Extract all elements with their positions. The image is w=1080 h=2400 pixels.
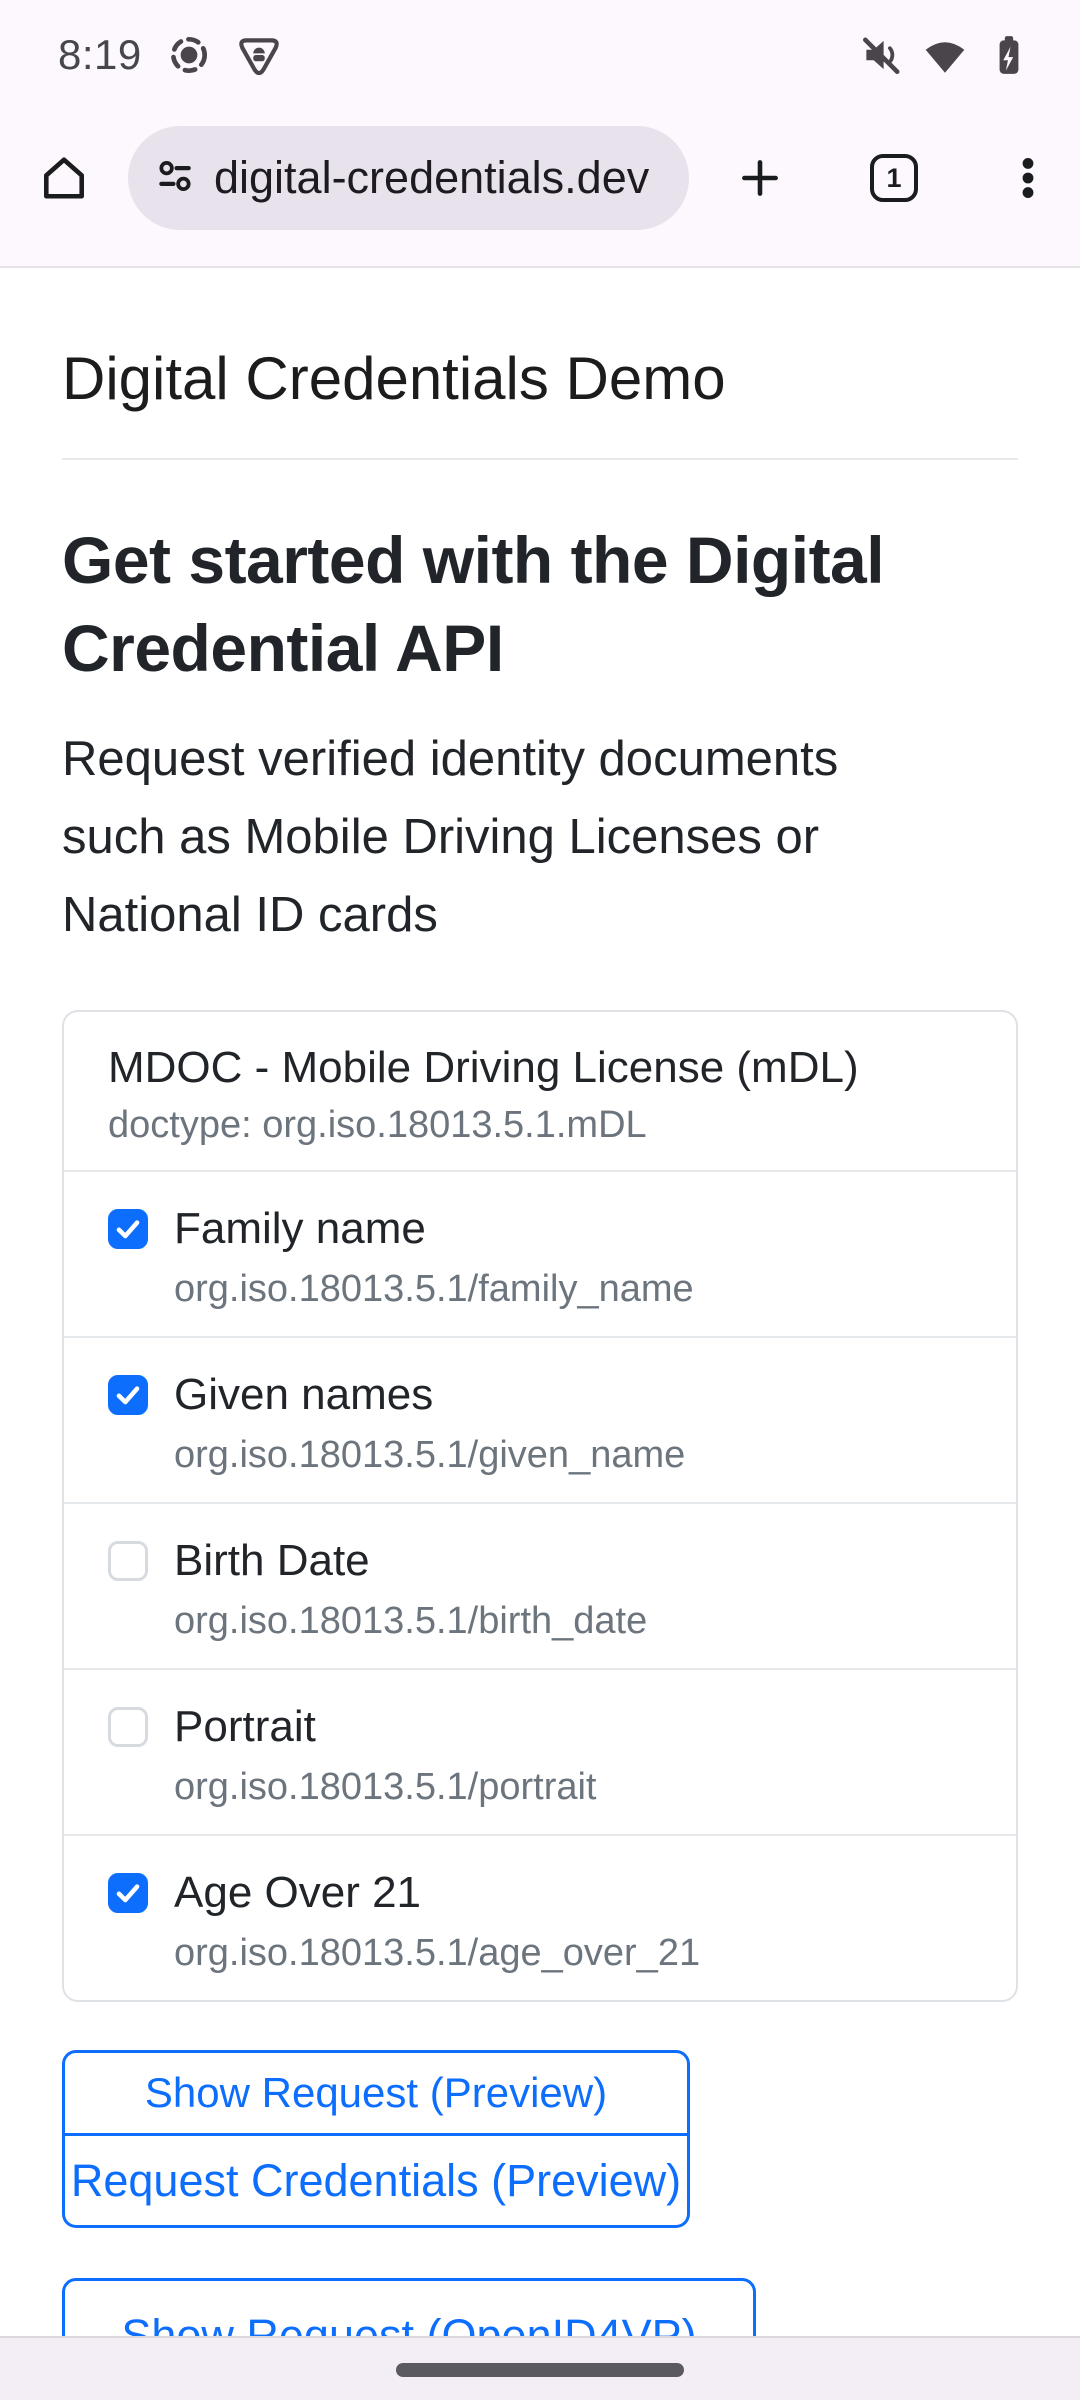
attribute-checkbox[interactable]: [108, 1209, 148, 1249]
new-tab-button[interactable]: [734, 152, 786, 204]
heading-line: Credential API: [62, 611, 504, 685]
attribute-row[interactable]: [64, 1336, 1016, 1502]
attribute-row[interactable]: [64, 1502, 1016, 1668]
attribute-row[interactable]: [64, 1170, 1016, 1336]
tab-switcher-button[interactable]: [870, 154, 918, 202]
url-bar[interactable]: [128, 126, 689, 230]
attribute-path: org.iso.18013.5.1/portrait: [174, 1766, 597, 1808]
attribute-label[interactable]: Given names: [174, 1370, 434, 1419]
credential-card-title: MDOC - Mobile Driving License (mDL): [108, 1043, 859, 1092]
lead-paragraph: [62, 720, 1018, 954]
page-title: Digital Credentials Demo: [62, 345, 726, 412]
attribute-checkbox[interactable]: [108, 1541, 148, 1581]
volume-muted-icon: [858, 32, 904, 78]
clock: 8:19: [58, 31, 142, 78]
plus-icon: [735, 153, 785, 203]
request-credentials-preview-button[interactable]: Request Credentials (Preview): [62, 2136, 690, 2228]
main-heading: [62, 516, 1018, 692]
tab-count: 1: [886, 162, 902, 193]
attribute-row[interactable]: [64, 1668, 1016, 1834]
attribute-path: org.iso.18013.5.1/family_name: [174, 1268, 694, 1310]
check-icon: [112, 1213, 144, 1245]
attribute-label[interactable]: Birth Date: [174, 1536, 370, 1585]
lead-line: such as Mobile Driving Licenses or: [62, 810, 820, 864]
site-settings-icon[interactable]: [154, 155, 196, 202]
toolbar-actions: [734, 152, 1066, 204]
attribute-label[interactable]: Age Over 21: [174, 1868, 422, 1917]
attribute-path: org.iso.18013.5.1/given_name: [174, 1434, 686, 1476]
check-icon: [112, 1877, 144, 1909]
heading-line: Get started with the Digital: [62, 523, 885, 597]
preview-button-group: [62, 2050, 690, 2228]
gesture-pill[interactable]: [396, 2363, 684, 2377]
attribute-row[interactable]: [64, 1834, 1016, 2000]
home-icon: [39, 153, 89, 203]
browser-toolbar: [0, 96, 1080, 268]
attribute-list: [64, 1170, 1016, 2000]
attribute-label[interactable]: Portrait: [174, 1702, 316, 1751]
check-icon: [112, 1379, 144, 1411]
attribute-checkbox[interactable]: [108, 1707, 148, 1747]
status-left-cluster: [58, 31, 282, 79]
attribute-checkbox[interactable]: [108, 1375, 148, 1415]
credential-card: [62, 1010, 1018, 2002]
attribute-checkbox[interactable]: [108, 1873, 148, 1913]
page-content: [0, 346, 1080, 2394]
show-request-preview-button[interactable]: Show Request (Preview): [62, 2050, 690, 2136]
lead-line: National ID cards: [62, 888, 438, 942]
battery-charging-icon: [986, 32, 1032, 78]
wifi-icon: [922, 32, 968, 78]
kebab-menu-icon: [1003, 153, 1053, 203]
home-button[interactable]: [38, 152, 90, 204]
attribute-path: org.iso.18013.5.1/birth_date: [174, 1600, 648, 1642]
attribute-label[interactable]: Family name: [174, 1204, 426, 1253]
attribute-path: org.iso.18013.5.1/age_over_21: [174, 1932, 701, 1974]
divider: [62, 458, 1018, 460]
credential-card-doctype: doctype: org.iso.18013.5.1.mDL: [108, 1104, 647, 1146]
status-bar: [0, 0, 1080, 96]
url-text: digital-credentials.dev: [214, 152, 650, 203]
gesture-nav-bar: [0, 2336, 1080, 2400]
screen-record-icon: [166, 32, 212, 78]
menu-button[interactable]: [1002, 152, 1054, 204]
usb-debugging-icon: [236, 32, 282, 78]
credential-card-header: [64, 1012, 1016, 1170]
status-right-cluster: [858, 32, 1032, 78]
lead-line: Request verified identity documents: [62, 732, 839, 786]
